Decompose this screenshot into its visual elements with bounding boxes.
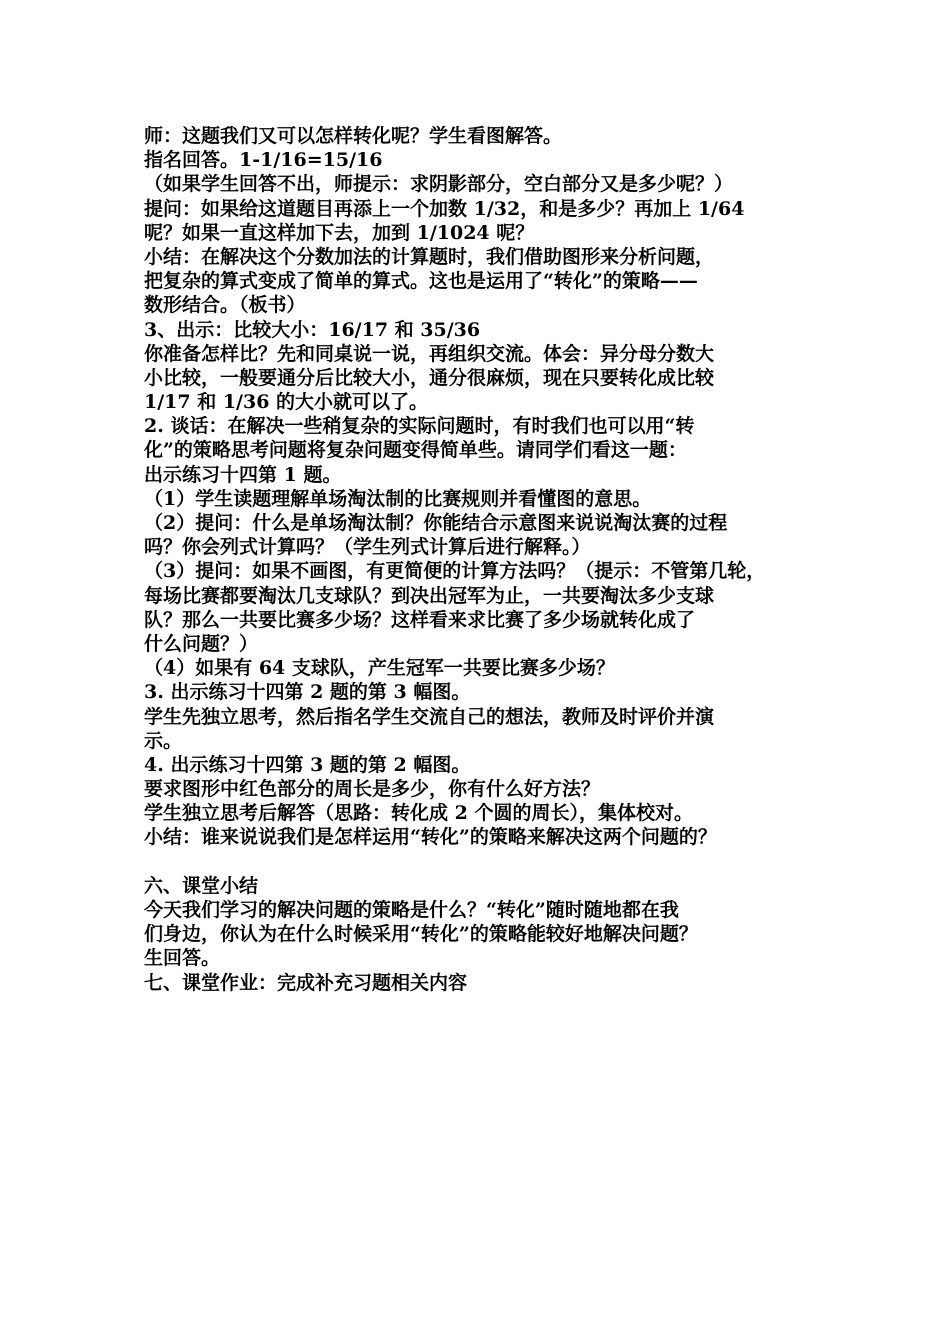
text-line: 2. 谈话：在解决一些稍复杂的实际问题时，有时我们也可以用“转 <box>144 415 695 438</box>
text-line: 生回答。 <box>144 947 221 970</box>
text-line: 出示练习十四第 1 题。 <box>144 463 342 486</box>
text-line: 小结：在解决这个分数加法的计算题时，我们借助图形来分析问题， <box>144 245 715 268</box>
text-line: 你准备怎样比？先和同桌说一说，再组织交流。体会：异分母分数大 <box>144 342 715 365</box>
text-line: （2）提问：什么是单场淘汰制？你能结合示意图来说说淘汰赛的过程 <box>144 512 728 534</box>
text-line: 指名回答。1-1/16=15/16 <box>144 149 383 172</box>
text-line: （1）学生读题理解单场淘汰制的比赛规则并看懂图的意思。 <box>144 487 652 510</box>
document-page <box>144 124 824 995</box>
text-line: 3、出示：比较大小：16/17 和 35/36 <box>144 318 481 341</box>
text-line: 呢？如果一直这样加下去，加到 1/1024 呢？ <box>144 221 535 244</box>
text-line: （4）如果有 64 支球队，产生冠军一共要比赛多少场？ <box>144 657 615 680</box>
section-heading: 六、课堂小结 <box>144 874 259 897</box>
text-line: 提问：如果给这道题目再添上一个加数 1/32，和是多少？再加上 1/64 <box>144 197 745 220</box>
text-line: 3. 出示练习十四第 2 题的第 3 幅图。 <box>144 681 471 704</box>
text-line: 小结：谁来说说我们是怎样运用“转化”的策略来解决这两个问题的？ <box>144 826 717 849</box>
text-line: 4. 出示练习十四第 3 题的第 2 幅图。 <box>144 753 471 776</box>
text-line: 化”的策略思考问题将复杂问题变得简单些。请同学们看这一题： <box>144 439 687 462</box>
text-line: 示。 <box>144 729 183 752</box>
text-line: 每场比赛都要淘汰几支球队？到决出冠军为止，一共要淘汰多少支球 <box>144 584 715 607</box>
text-line: 什么问题？） <box>144 632 259 655</box>
text-line: 学生先独立思考，然后指名学生交流自己的想法，教师及时评价并演 <box>144 705 715 728</box>
text-line: 吗？你会列式计算吗？（学生列式计算后进行解释。） <box>144 536 591 559</box>
text-line: （3）提问：如果不画图，有更简便的计算方法吗？（提示：不管第几轮， <box>144 560 766 583</box>
text-line: 们身边，你认为在什么时候采用“转化”的策略能较好地解决问题？ <box>144 923 698 946</box>
text-line: 1/17 和 1/36 的大小就可以了。 <box>144 391 429 414</box>
text-line: 把复杂的算式变成了简单的算式。这也是运用了“转化”的策略—— <box>144 270 698 293</box>
text-line: 学生独立思考后解答（思路：转化成 2 个圆的周长），集体校对。 <box>144 802 693 825</box>
text-line: 小比较，一般要通分后比较大小，通分很麻烦，现在只要转化成比较 <box>144 366 715 389</box>
section-heading: 七、课堂作业：完成补充习题相关内容 <box>144 971 468 994</box>
text-line: （如果学生回答不出，师提示：求阴影部分，空白部分又是多少呢？） <box>144 173 734 196</box>
text-line: 队？那么一共要比赛多少场？这样看来求比赛了多少场就转化成了 <box>144 608 696 631</box>
text-line: 师：这题我们又可以怎样转化呢？学生看图解答。 <box>144 125 563 147</box>
text-line: 今天我们学习的解决问题的策略是什么？“转化”随时随地都在我 <box>144 899 679 921</box>
text-line: 数形结合。（板书） <box>144 294 306 317</box>
text-line: 要求图形中红色部分的周长是多少，你有什么好方法？ <box>144 778 601 801</box>
blank-line <box>144 850 824 874</box>
